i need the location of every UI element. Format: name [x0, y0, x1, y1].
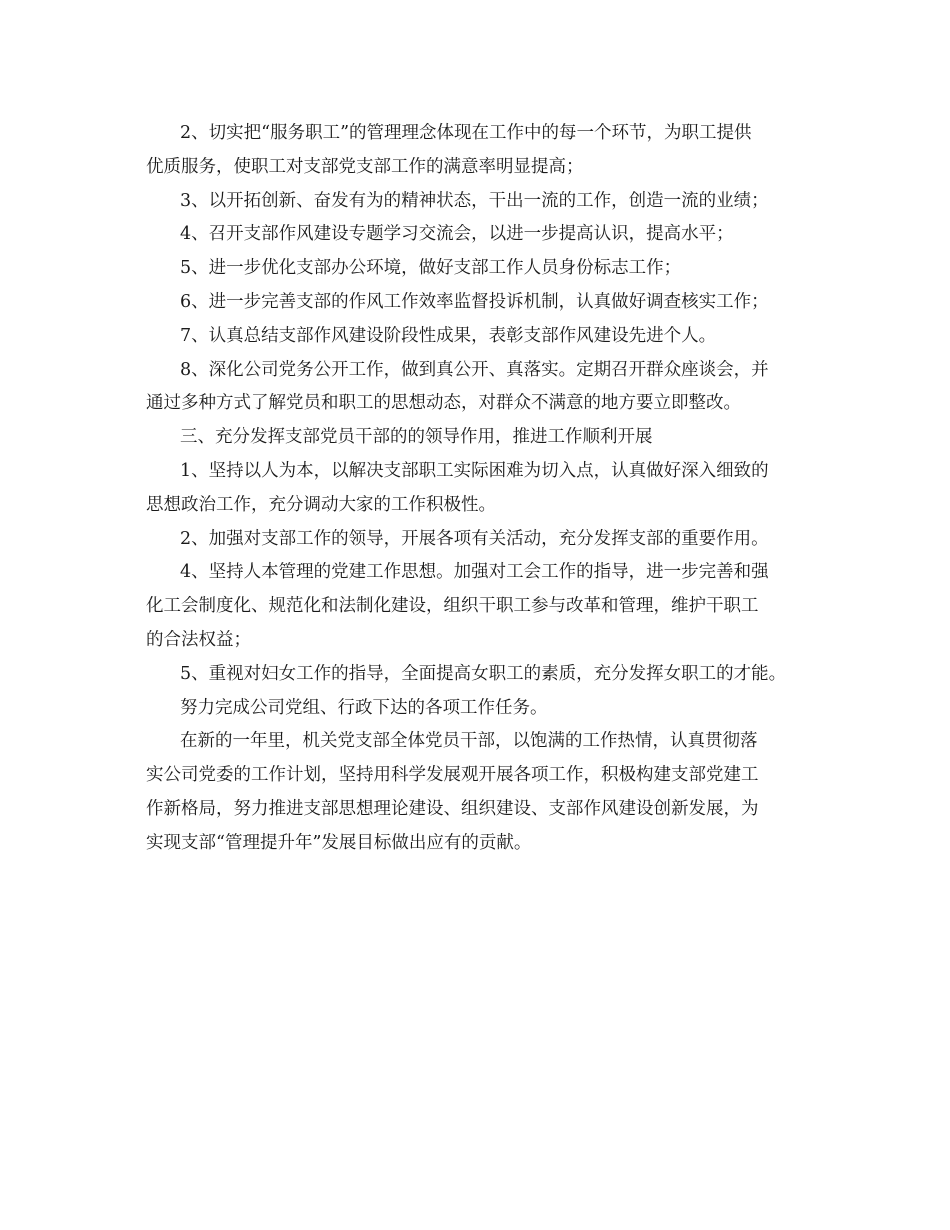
text-line: 思想政治工作，充分调动大家的工作积极性。 [146, 494, 496, 515]
text-line: 2、加强对支部工作的领导，开展各项有关活动，充分发挥支部的重要作用。 [180, 528, 769, 549]
text-line: 的合法权益； [146, 629, 251, 650]
section-heading: 三、充分发挥支部党员干部的的领导作用，推进工作顺利开展 [180, 427, 653, 448]
text-line: 实公司党委的工作计划，坚持用科学发展观开展各项工作，积极构建支部党建工 [146, 765, 759, 786]
document-body [146, 117, 826, 861]
text-line: 4、坚持人本管理的党建工作思想。加强对工会工作的指导，进一步完善和强 [180, 562, 769, 583]
text-line: 化工会制度化、规范化和法制化建设，组织干职工参与改革和管理，维护干职工 [146, 596, 759, 617]
text-line: 4、召开支部作风建设专题学习交流会，以进一步提高认识，提高水平； [180, 224, 734, 245]
text-line: 作新格局，努力推进支部思想理论建设、组织建设、支部作风建设创新发展，为 [146, 798, 759, 819]
text-line: 1、坚持以人为本，以解决支部职工实际困难为切入点，认真做好深入细致的 [180, 460, 769, 481]
text-line: 7、认真总结支部作风建设阶段性成果，表彰支部作风建设先进个人。 [180, 325, 717, 346]
text-line: 2、切实把“服务职工”的管理理念体现在工作中的每一个环节，为职工提供 [180, 123, 752, 143]
text-line: 通过多种方式了解党员和职工的思想动态，对群众不满意的地方要立即整改。 [146, 393, 741, 414]
text-line: 实现支部“管理提升年”发展目标做出应有的贡献。 [146, 832, 532, 853]
text-line: 3、以开拓创新、奋发有为的精神状态，干出一流的工作，创造一流的业绩； [180, 190, 769, 211]
text-line: 8、深化公司党务公开工作，做到真公开、真落实。定期召开群众座谈会，并 [180, 359, 769, 380]
text-line: 努力完成公司党组、行政下达的各项工作任务。 [180, 697, 548, 718]
text-line: 在新的一年里，机关党支部全体党员干部，以饱满的工作热情，认真贯彻落 [180, 731, 758, 752]
text-line: 6、进一步完善支部的作风工作效率监督投诉机制，认真做好调查核实工作； [180, 291, 769, 312]
text-line: 5、重视对妇女工作的指导，全面提高女职工的素质，充分发挥女职工的才能。 [180, 663, 787, 684]
text-line: 5、进一步优化支部办公环境，做好支部工作人员身份标志工作； [180, 258, 682, 279]
text-line: 优质服务，使职工对支部党支部工作的满意率明显提高； [146, 156, 584, 177]
